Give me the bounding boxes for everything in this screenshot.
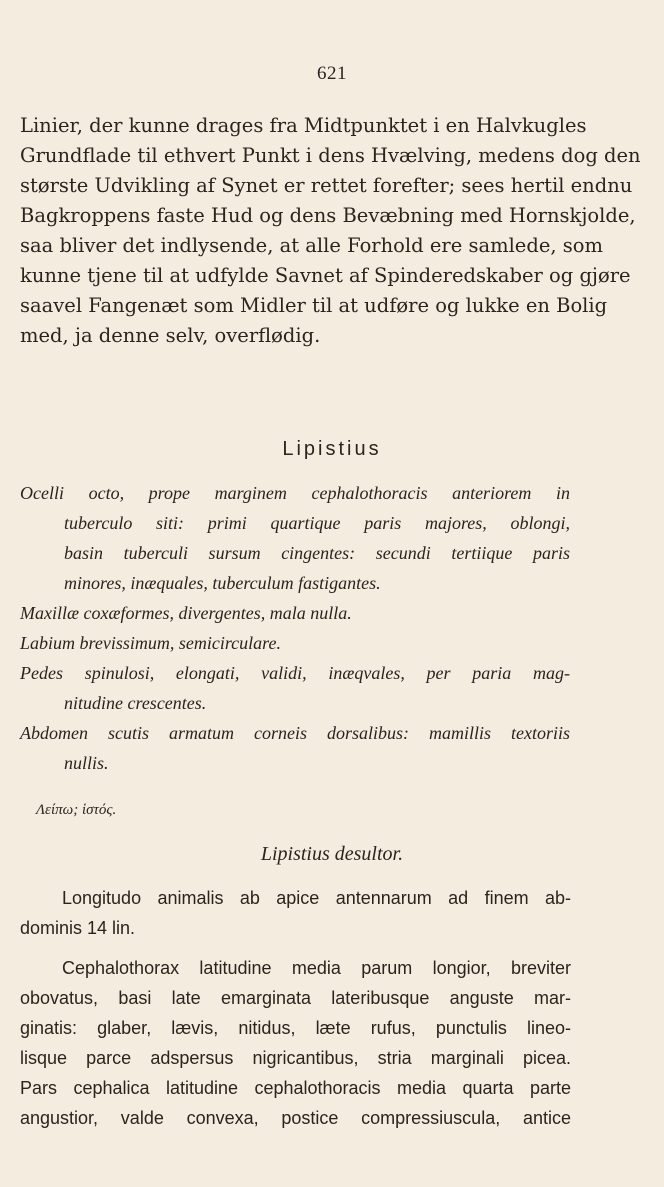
description-line: Longitudo animalis ab apice antennarum ad finem ab- xyxy=(62,888,571,908)
latin-line: tuberculo siti: primi quartique paris majores, oblongi, xyxy=(64,513,570,533)
page-number: 621 xyxy=(317,63,347,84)
latin-line: Ocelli octo, prope marginem cephalothoracis anteriorem in xyxy=(20,483,570,503)
text-line: Grundflade til ethvert Punkt i dens Hvælving, medens dog den xyxy=(20,144,641,167)
latin-line: Labium brevissimum, semicirculare. xyxy=(20,633,281,653)
species-heading: Lipistius desultor. xyxy=(260,843,404,865)
latin-line: basin tuberculi sursum cingentes: secundi tertiique paris xyxy=(64,543,570,563)
latin-line: Pedes spinulosi, elongati, validi, inæqvales, per paria mag- xyxy=(20,663,570,683)
description-line: Pars cephalica latitudine cephalothoracis media quarta parte xyxy=(20,1078,571,1098)
description-line: ginatis: glaber, lævis, nitidus, læte rufus, punctulis lineo- xyxy=(20,1018,571,1038)
latin-line: minores, inæquales, tuberculum fastigantes. xyxy=(64,573,381,593)
text-line: med, ja denne selv, overflødig. xyxy=(20,324,321,347)
text-line: Bagkroppens faste Hud og dens Bevæbning med Hornskjolde, xyxy=(20,204,636,227)
latin-line: Abdomen scutis armatum corneis dorsalibus: mamillis textoriis xyxy=(20,723,570,743)
text-line: saa bliver det indlysende, at alle Forhold ere samlede, som xyxy=(20,234,604,257)
text-line: Linier, der kunne drages fra Midtpunktet i en Halvkugles xyxy=(20,114,587,137)
etymology: Λείπω; ἱστός. xyxy=(36,802,117,818)
latin-line: nitudine crescentes. xyxy=(64,693,207,713)
latin-line: Maxillæ coxæformes, divergentes, mala nulla. xyxy=(20,603,352,623)
paragraph-gap xyxy=(20,943,571,953)
description-line: lisque parce adspersus nigricantibus, stria marginali picea. xyxy=(20,1048,571,1068)
description-line: angustior, valde convexa, postice compressiuscula, antice xyxy=(20,1108,571,1128)
genus-description xyxy=(20,478,570,778)
text-line: saavel Fangenæt som Midler til at udføre og lukke en Bolig xyxy=(20,294,608,317)
description-line: Cephalothorax latitudine media parum longior, breviter xyxy=(62,958,571,978)
genus-heading: Lipistius xyxy=(282,438,382,460)
text-line: største Udvikling af Synet er rettet forefter; sees hertil endnu xyxy=(20,174,633,197)
latin-line: nullis. xyxy=(64,753,109,773)
species-description xyxy=(20,883,571,1133)
danish-paragraph xyxy=(20,111,641,351)
text-line: kunne tjene til at udfylde Savnet af Spinderedskaber og gjøre xyxy=(20,264,631,287)
description-line: dominis 14 lin. xyxy=(20,918,136,938)
description-line: obovatus, basi late emarginata lateribusque anguste mar- xyxy=(20,988,571,1008)
